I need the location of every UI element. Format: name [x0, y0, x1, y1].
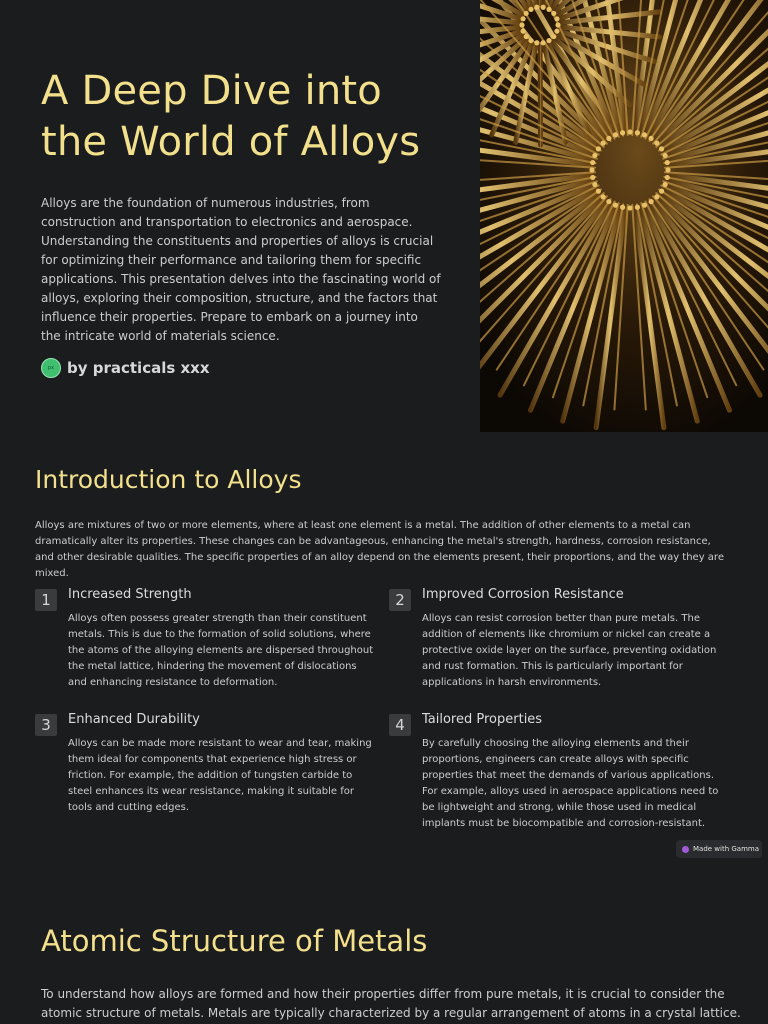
feature-title: Increased Strength: [68, 587, 192, 602]
title-line-1: A Deep Dive into: [41, 68, 382, 114]
feature-body: Alloys can resist corrosion better than pure metals. The addition of elements like chromium or nickel can create a protective oxide layer on the surface, preventing oxidation and rust formation. This is particularly important for applications in harsh environments.: [422, 613, 717, 688]
feature-title: Enhanced Durability: [68, 712, 200, 727]
feature-number: 4: [389, 714, 411, 736]
presentation-description: Alloys are the foundation of numerous industries, from construction and transportation to electronics and aerospace. Understanding the constituents and properties of alloys is crucial for optimizing their performance and tailoring them for specific applications. This presentation delves into the fascinating world of alloys, exploring their composition, structure, and the factors that influence their properties. Prepare to embark on a journey into the intricate world of materials science.: [41, 196, 441, 343]
author-block: [41, 358, 441, 378]
atomic-title: Atomic Structure of Metals: [41, 924, 428, 958]
avatar-initials: px: [47, 365, 55, 371]
atomic-description: To understand how alloys are formed and how their properties differ from pure metals, it is crucial to consider the atomic structure of metals. Metals are typically characterized by a regular arrangement of atoms in a crystal lattice.: [41, 987, 741, 1020]
title-line-2: the World of Alloys: [41, 119, 421, 165]
feature-body: Alloys can be made more resistant to wear and tear, making them ideal for components that experience high stress or friction. For example, the addition of tungsten carbide to steel enhances its wear resistance, making it suitable for tools and cutting edges.: [68, 738, 372, 813]
feature-title: Tailored Properties: [422, 712, 543, 727]
gamma-logo-icon: [682, 846, 689, 853]
intro-title: Introduction to Alloys: [35, 465, 302, 494]
author-name: by practicals xxx: [67, 359, 210, 377]
introduction-slide: [0, 432, 768, 867]
made-with-gamma-badge[interactable]: [676, 840, 762, 858]
title-slide: [0, 0, 768, 432]
title-slide-text: [41, 66, 441, 378]
intro-description: Alloys are mixtures of two or more elements, where at least one element is a metal. The addition of other elements to a metal can dramatically alter its properties. These changes can be advantageous, enhancing the metal's strength, hardness, corrosion resistance, and other desirable qualities. The specific properties of an alloy depend on the elements present, their proportions, and the way they are mixed.: [35, 520, 724, 579]
gamma-badge-label: Made with Gamma: [693, 845, 760, 853]
feature-number: 1: [35, 589, 57, 611]
feature-body: Alloys often possess greater strength than their constituent metals. This is due to the formation of solid solutions, where the atoms of the alloying elements are dispersed throughout the metal lattice, hindering the movement of dislocations and enhancing resistance to deformation.: [68, 613, 374, 688]
metal-rods-illustration: [480, 0, 768, 432]
hero-image-metal-rods: [480, 0, 768, 432]
feature-number: 2: [389, 589, 411, 611]
feature-title: Improved Corrosion Resistance: [422, 587, 624, 602]
feature-body: By carefully choosing the alloying elements and their proportions, engineers can create alloys with specific properties that meet the demands of various applications. For example, alloys used in aerospace applications need to be lightweight and strong, while those used in medical implants must be biocompatible and corrosion-resistant.: [422, 738, 719, 829]
presentation-title: [41, 66, 441, 168]
atomic-structure-slide: [0, 880, 768, 1024]
avatar: [41, 358, 61, 378]
feature-number: 3: [35, 714, 57, 736]
